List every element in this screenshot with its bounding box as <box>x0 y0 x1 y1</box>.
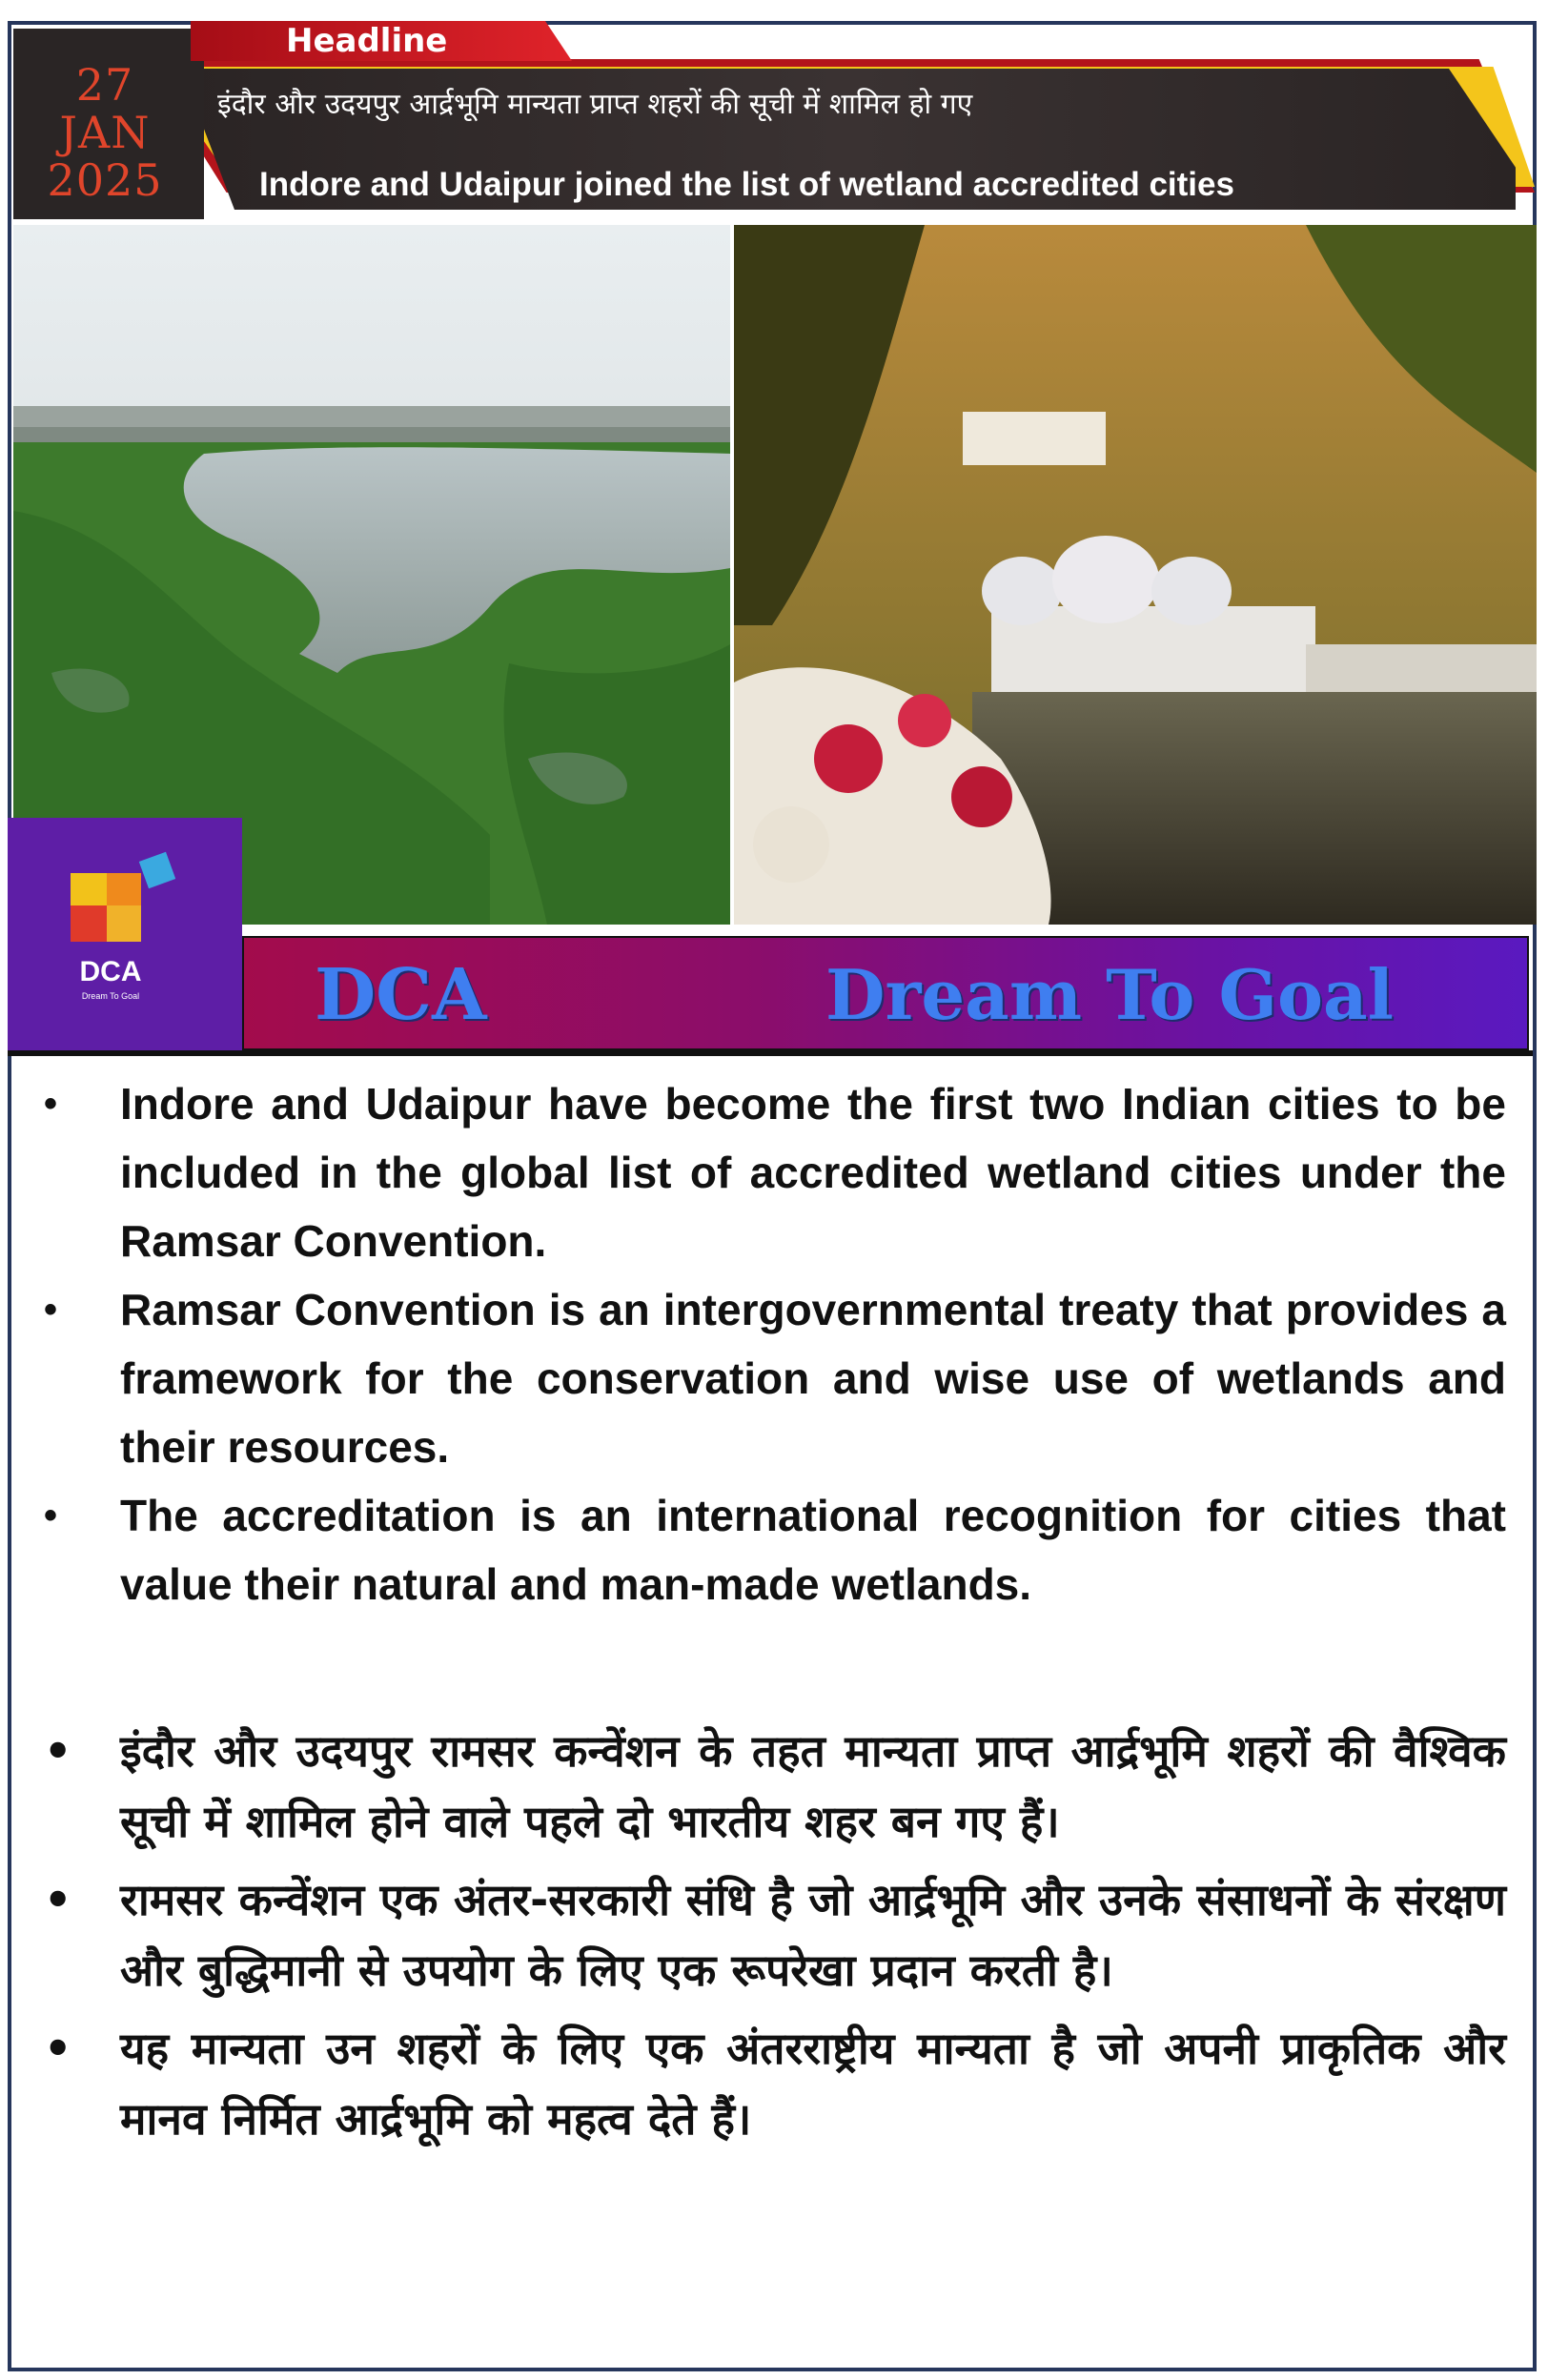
list-item <box>29 1864 1506 2005</box>
dca-logo <box>8 818 242 1050</box>
point-text: The accreditation is an international recognition for cities that value their natural and man-made wetlands. <box>120 1491 1506 1609</box>
list-item <box>29 2013 1506 2154</box>
english-points <box>29 1069 1506 1618</box>
date-year: 2025 <box>47 154 163 206</box>
list-item <box>29 1069 1506 1275</box>
point-text: रामसर कन्वेंशन एक अंतर-सरकारी संधि है जो आर्द्रभूमि और उनके संसाधनों के संरक्षण और बुद्धिमानी से उपयोग के लिए एक रूपरेखा प्रदान करती है। <box>120 1874 1506 1996</box>
list-item <box>29 1481 1506 1618</box>
point-text: Ramsar Convention is an intergovernmental treaty that provides a framework for the conservation and wise use of wetlands and their resources. <box>120 1285 1506 1472</box>
date-day: 27 <box>75 59 134 111</box>
title-english: Indore and Udaipur joined the list of wetland accredited cities <box>259 166 1234 203</box>
bullet: • <box>44 1874 72 1925</box>
bullet: • <box>44 1725 72 1777</box>
bullet: • <box>44 1289 58 1331</box>
logo-name: DCA <box>79 956 142 987</box>
date-month: JAN <box>59 107 151 158</box>
bullet: • <box>44 2023 72 2074</box>
bullet: • <box>44 1083 58 1125</box>
hindi-points <box>29 1716 1506 2162</box>
puzzle-logo-icon <box>8 818 242 1050</box>
udaipur-lake-palace-photo <box>734 225 1537 925</box>
list-item <box>29 1716 1506 1857</box>
list-item <box>29 1275 1506 1481</box>
band-right-text: Dream To Goal <box>825 954 1395 1035</box>
point-text: Indore and Udaipur have become the first two Indian cities to be included in the global list of accredited wetland cities under the Ramsar Convention. <box>120 1079 1506 1266</box>
logo-tagline: Dream To Goal <box>81 991 140 1001</box>
bullet: • <box>44 1495 58 1536</box>
title-hindi: इंदौर और उदयपुर आर्द्रभूमि मान्यता प्राप्त शहरों की सूची में शामिल हो गए <box>217 88 973 121</box>
headline-label: Headline <box>286 22 448 60</box>
band-left-text: DCA <box>315 954 487 1036</box>
point-text: यह मान्यता उन शहरों के लिए एक अंतरराष्ट्रीय मान्यता है जो अपनी प्राकृतिक और मानव निर्मित आर्द्रभूमि को महत्व देते हैं। <box>120 2023 1506 2145</box>
date <box>29 61 181 204</box>
divider <box>8 1050 1533 1056</box>
point-text: इंदौर और उदयपुर रामसर कन्वेंशन के तहत मान्यता प्राप्त आर्द्रभूमि शहरों की वैश्विक सूची में शामिल होने वाले पहले दो भारतीय शहर बन गए हैं। <box>120 1725 1506 1847</box>
